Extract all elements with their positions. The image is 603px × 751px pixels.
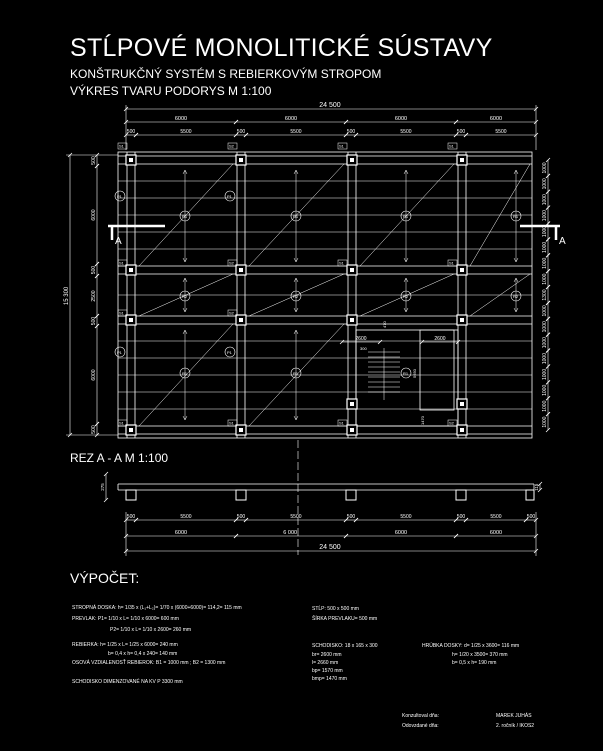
dim-bay: 6000	[394, 116, 408, 122]
column-tag: S1	[339, 143, 344, 149]
calc-mid-5: l= 2660 mm	[312, 660, 339, 666]
section-marker-left: A	[115, 236, 122, 247]
column-core	[460, 158, 464, 162]
dim-sub: 5500	[290, 129, 302, 135]
column-core	[129, 318, 133, 322]
page-title: STĹPOVÉ MONOLITICKÉ SÚSTAVY	[70, 34, 493, 62]
beam-label: R1	[182, 371, 188, 376]
dim-section-sub: 5500	[400, 514, 412, 520]
dim-left: 500	[91, 425, 97, 434]
floor-plan	[108, 143, 560, 438]
dim-section-sub: 5500	[290, 514, 302, 520]
section-beam	[346, 490, 356, 500]
column-core	[460, 402, 464, 406]
dim-right: 1000	[542, 225, 548, 238]
dim-right: 1000	[542, 210, 548, 222]
dim-section-left: 275	[100, 483, 105, 491]
dim-stair-landing: 1470	[420, 416, 425, 425]
dim-section-sub: 500	[346, 514, 356, 520]
section-beam	[126, 490, 136, 500]
dim-section-sub: 500	[456, 514, 466, 520]
column-tag: S2	[449, 420, 454, 426]
footer-checked-label: Konzultoval dňa:	[402, 713, 439, 719]
dim-left: 500	[91, 316, 97, 326]
beam-label: R1	[293, 371, 299, 376]
column-core	[239, 158, 243, 162]
dim-bay: 6000	[284, 116, 298, 122]
column-tag: S1	[449, 143, 454, 149]
section-beam	[456, 490, 466, 500]
dim-section-sub: 5500	[490, 514, 502, 520]
calc-line-4: REBIERKA: h= 1/25 x L= 1/25 x 6000= 240 mm	[72, 642, 178, 648]
dim-right: 1000	[542, 353, 548, 365]
dim-section-right: 115	[534, 483, 539, 491]
dim-total-height: 15 300	[64, 286, 70, 306]
post-label: P1	[227, 350, 232, 355]
column-core	[460, 428, 464, 432]
beam-label: R2	[513, 294, 519, 299]
dim-sub: 5500	[400, 129, 412, 135]
calc-right-1: HRÚBKA DOSKY: d= 1/25 x 3600= 116 mm	[422, 643, 520, 649]
dim-section-sub: 500	[236, 514, 246, 520]
beam-label: R2	[403, 294, 409, 299]
dim-left: 2500	[91, 290, 97, 302]
beam-label: R1	[403, 214, 409, 219]
section-beam	[526, 490, 534, 500]
column-tag: S1	[119, 420, 124, 426]
dim-sub: 500	[346, 129, 356, 135]
dim-section-sub: 500	[126, 514, 136, 520]
dim-right: 1000	[542, 368, 548, 381]
section-title: REZ A - A M 1:100	[70, 451, 169, 465]
column-core	[460, 268, 464, 272]
section-a-a	[118, 440, 534, 555]
column-core	[129, 428, 133, 432]
dim-right: 1000	[542, 162, 548, 174]
dim-sub: 5500	[495, 129, 507, 135]
column-core	[350, 158, 354, 162]
column-core	[239, 428, 243, 432]
calc-line-2: PREVLAK: P1= 1/10 x L= 1/10 x 6000= 600 mm	[72, 616, 179, 622]
section-marker-right: A	[559, 236, 566, 247]
dim-total-width: 24 500	[319, 102, 341, 109]
dim-right: 1000	[542, 321, 548, 333]
calc-mid-3: SCHODISKO: 18 x 165 x 300	[312, 643, 378, 649]
beam-label: R2	[293, 294, 299, 299]
dim-sub: 5500	[180, 129, 192, 135]
footer-class: 2. ročník / IKOS2	[496, 723, 535, 729]
dim-right: 1000	[542, 194, 548, 206]
column-tag: S2	[229, 310, 234, 316]
subtitle-system: KONŠTRUKČNÝ SYSTÉM S REBIERKOVÝM STROPOM	[70, 67, 382, 81]
calc-line-1: STROPNÁ DOSKA: h= 1/35 x (L₁+L₂)= 1/70 x (6000+6000)= 114,2= 115 mm	[72, 605, 242, 611]
dim-right: 1000	[542, 273, 548, 285]
column-tag: S2	[229, 260, 234, 266]
dim-left: 500	[91, 156, 97, 165]
column-tag: S2	[229, 143, 234, 149]
dim-stair: 2600	[434, 336, 446, 342]
column-core	[129, 268, 133, 272]
dim-section-bay: 6000	[174, 530, 188, 536]
dim-section-bay: 6000	[489, 530, 503, 536]
column-tag: S1	[119, 310, 124, 316]
dim-right: 1000	[542, 305, 548, 317]
dim-right: 1000	[542, 337, 548, 349]
section-beam	[236, 490, 246, 500]
column-tag: S1	[339, 420, 344, 426]
dim-stair-step: 300	[360, 346, 367, 351]
calc-mid-7: bmp= 1470 mm	[312, 676, 347, 682]
beam-label: R1	[403, 371, 409, 376]
footer-submitted-label: Odovzdané dňa:	[402, 723, 439, 729]
calc-line-6: OSOVÁ VZDIALENOSŤ REBIEROK: B1 = 1000 mm ; B2 = 1300 mm	[72, 660, 226, 666]
column-tag: S1	[229, 420, 234, 426]
post-label: P1	[117, 350, 122, 355]
dim-section-bay: 6 000	[283, 530, 298, 536]
dim-sub: 500	[456, 129, 466, 135]
dim-right: 1000	[542, 241, 548, 253]
column-tag: S1	[119, 143, 124, 149]
calc-mid-6: bp= 1570 mm	[312, 668, 343, 674]
dim-section-sub: 500	[526, 514, 536, 520]
dim-sub: 500	[126, 129, 136, 135]
calc-mid-2: ŠÍRKA PREVLAKU= 500 mm	[312, 616, 378, 622]
beam-label: R2	[182, 294, 188, 299]
column-core	[350, 268, 354, 272]
subtitle-drawing: VÝKRES TVARU PODORYS M 1:100	[70, 84, 272, 98]
dim-stair-run: 5650	[412, 369, 417, 378]
column-core	[239, 318, 243, 322]
column-core	[129, 158, 133, 162]
dimension-lines	[66, 105, 550, 556]
post-label: P1	[227, 194, 232, 199]
dim-right: 1000	[542, 257, 548, 269]
column-core	[350, 428, 354, 432]
dim-left: 6000	[91, 209, 97, 221]
dim-section-bay: 6000	[394, 530, 408, 536]
column-core	[239, 268, 243, 272]
dim-stair: 2600	[355, 336, 367, 342]
footer-author: MAREK JUHÁS	[496, 713, 532, 719]
column-core	[460, 318, 464, 322]
dim-left: 500	[91, 265, 97, 275]
dim-right: 1000	[542, 384, 548, 396]
column-core	[350, 318, 354, 322]
post-label: P1	[117, 194, 122, 199]
calc-mid-1: STĹP: 500 x 500 mm	[312, 606, 359, 612]
dim-sub: 500	[236, 129, 246, 135]
dim-right: 1300	[542, 289, 548, 301]
dim-bay: 6000	[489, 116, 503, 122]
dim-section-total: 24 500	[319, 544, 341, 551]
column-tag: S1	[449, 260, 454, 266]
calc-line-5: b= 0,4 x h= 0,4 x 240= 140 mm	[108, 651, 178, 657]
dim-right: 1000	[542, 400, 548, 412]
calc-line-7: SCHODISKO DIMENZOVANÉ NA KV P 3300 mm	[72, 679, 183, 685]
calc-right-3: b= 0,5 x h= 190 mm	[452, 660, 497, 666]
calc-mid-4: br= 2600 mm	[312, 652, 342, 658]
dim-right: 1000	[542, 416, 548, 428]
column-tag: S1	[339, 260, 344, 266]
beam-label: R1	[513, 214, 519, 219]
dim-right: 1000	[542, 178, 548, 190]
beam-label: R1	[182, 214, 188, 219]
dim-bay: 6000	[174, 116, 188, 122]
calc-right-2: h= 1/20 x 3500= 370 mm	[452, 652, 508, 658]
calc-line-3: P2= 1/10 x L= 1/10 x 2600= 260 mm	[110, 627, 192, 633]
beam-label: R1	[293, 214, 299, 219]
column-core	[350, 402, 354, 406]
column-tag: S1	[119, 260, 124, 266]
calc-title: VÝPOČET:	[70, 570, 140, 586]
dim-section-sub: 5500	[180, 514, 192, 520]
dim-left: 6000	[91, 369, 97, 381]
dim-stair-rise: 470	[382, 321, 387, 328]
